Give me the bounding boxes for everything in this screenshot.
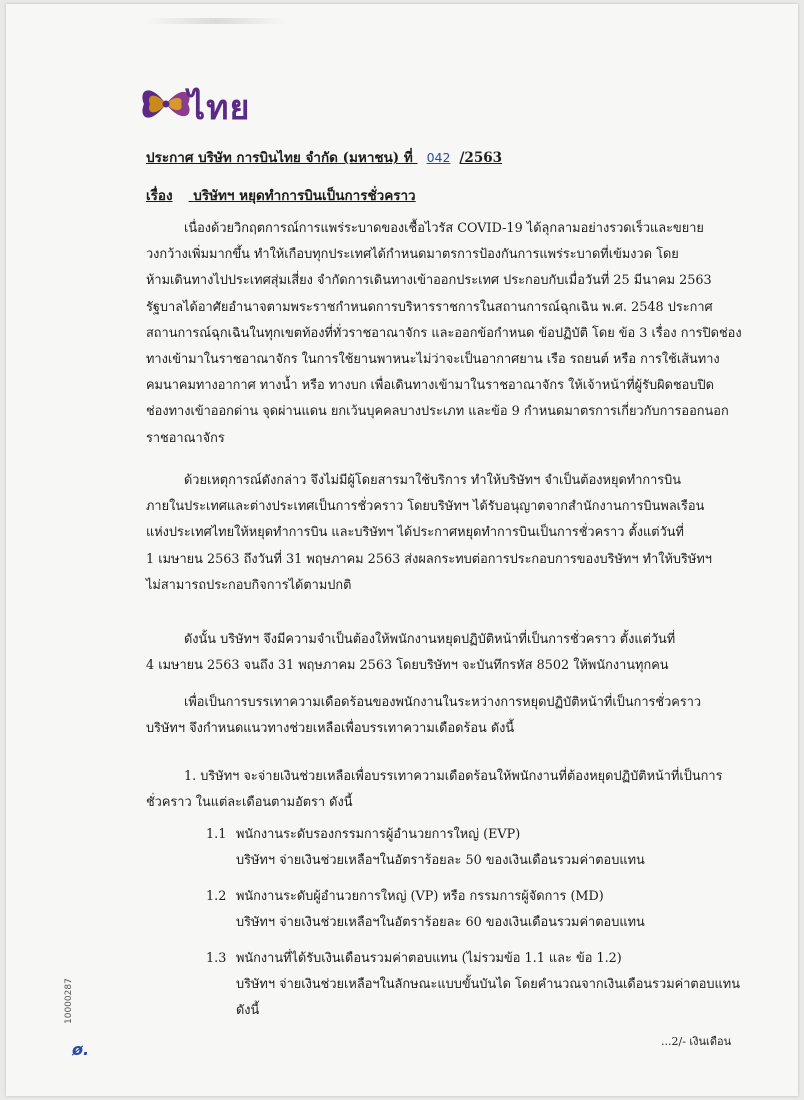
subject-label: เรื่อง (146, 188, 173, 204)
paragraph-relief-intro (146, 690, 706, 742)
paragraph-line: คมนาคมทางอากาศ ทางน้ำ หรือ ทางบก เพื่อเดินทางเข้ามาในราชอาณาจักร ให้เจ้าหน้าที่ผู้รับผิดชอบปิด (146, 378, 714, 394)
paragraph-line: ราชอาณาจักร (146, 430, 225, 446)
paragraph-item-1 (146, 764, 723, 816)
paragraph-line: สถานการณ์ฉุกเฉินในทุกเขตท้องที่ทั่วราชอาณาจักร และออกข้อกำหนด ข้อปฏิบัติ โดย ข้อ 3 เรื่อง การปิดช่อง (146, 325, 742, 341)
paragraph-line: บริษัทฯ จึงกำหนดแนวทางช่วยเหลือเพื่อบรรเทาความเดือดร้อน ดังนี้ (146, 721, 515, 737)
document-serial: 10000287 (64, 978, 74, 1024)
continued-marker: ...2/- เงินเดือน (661, 1035, 732, 1048)
subitem-1-3 (206, 946, 740, 1024)
subject-line (146, 184, 416, 206)
subitem-heading: พนักงานระดับผู้อำนวยการใหญ่ (VP) หรือ กรรมการผู้จัดการ (MD) (236, 889, 604, 904)
paragraph-line: ด้วยเหตุการณ์ดังกล่าว จึงไม่มีผู้โดยสารมาใช้บริการ ทำให้บริษัทฯ จำเป็นต้องหยุดทำการบิน (184, 473, 682, 488)
announcement-suffix: /2563 (459, 150, 503, 166)
subitem-number: 1.1 (206, 827, 227, 842)
logo-wordmark: ไทย (188, 88, 251, 128)
thai-airways-logo (136, 76, 266, 132)
paragraph-line: 1. บริษัทฯ จะจ่ายเงินช่วยเหลือเพื่อบรรเทาความเดือดร้อนให้พนักงานที่ต้องหยุดปฏิบัติหน้าที่เป็นการ (184, 769, 723, 784)
paragraph-line: 1 เมษายน 2563 ถึงวันที่ 31 พฤษภาคม 2563 ส่งผลกระทบต่อการประกอบการของบริษัทฯ ทำให้บริษัทฯ (146, 551, 712, 567)
subject-text: บริษัทฯ หยุดทำการบินเป็นการชั่วคราว (193, 188, 416, 204)
subitem-body: บริษัทฯ จ่ายเงินช่วยเหลือฯในอัตราร้อยละ 50 ของเงินเดือนรวมค่าตอบแทน (236, 853, 645, 868)
paragraph-line: วงกว้างเพิ่มมากขึ้น ทำให้เกือบทุกประเทศได้กำหนดมาตรการป้องกันการแพร่ระบาดที่เข้มงวด โดย (146, 247, 679, 263)
orchid-logo-icon (136, 76, 196, 132)
paragraph-line: ดังนั้น บริษัทฯ จึงมีความจำเป็นต้องให้พนักงานหยุดปฏิบัติหน้าที่เป็นการชั่วคราว ตั้งแต่วันที่ (184, 632, 676, 647)
subitem-1-1 (206, 822, 726, 874)
subitem-body: บริษัทฯ จ่ายเงินช่วยเหลือฯในลักษณะแบบขั้นบันได โดยคำนวณจากเงินเดือนรวมค่าตอบแทน (236, 977, 740, 992)
announcement-prefix: ประกาศ บริษัท การบินไทย จำกัด (มหาชน) ที่ (146, 150, 413, 166)
paragraph-line: ไม่สามารถประกอบกิจการได้ตามปกติ (146, 577, 352, 593)
announcement-number: 042 (426, 150, 451, 165)
paragraph-line: 4 เมษายน 2563 จนถึง 31 พฤษภาคม 2563 โดยบริษัทฯ จะบันทึกรหัส 8502 ให้พนักงานทุกคน (146, 658, 669, 674)
subitem-body: บริษัทฯ จ่ายเงินช่วยเหลือฯในอัตราร้อยละ 60 ของเงินเดือนรวมค่าตอบแทน (236, 915, 645, 930)
paragraph-covid-situation (146, 216, 742, 452)
handwritten-initial: ø. (72, 1040, 90, 1059)
paragraph-line: ทางเข้ามาในราชอาณาจักร ในการใช้ยานพาหนะไม่ว่าจะเป็นอากาศยาน เรือ รถยนต์ หรือ การใช้เส้นทาง (146, 352, 720, 368)
subitem-heading: พนักงานระดับรองกรรมการผู้อำนวยการใหญ่ (EVP) (236, 827, 521, 842)
subitem-body: ดังนี้ (236, 1003, 260, 1018)
paragraph-line: รัฐบาลได้อาศัยอำนาจตามพระราชกำหนดการบริหารราชการในสถานการณ์ฉุกเฉิน พ.ศ. 2548 ประกาศ (146, 299, 713, 315)
paragraph-flight-suspension (146, 468, 712, 599)
paragraph-line: เนื่องด้วยวิกฤตการณ์การแพร่ระบาดของเชื้อไวรัส COVID-19 ได้ลุกลามอย่างรวดเร็วและขยาย (184, 221, 704, 236)
paragraph-line: แห่งประเทศไทยให้หยุดทำการบิน และบริษัทฯ ได้ประกาศหยุดทำการบินเป็นการชั่วคราว ตั้งแต่วันที่ (146, 525, 684, 541)
scan-smudge (146, 18, 286, 24)
paragraph-staff-leave (146, 627, 706, 679)
subitem-1-2 (206, 884, 726, 936)
paragraph-line: เพื่อเป็นการบรรเทาความเดือดร้อนของพนักงานในระหว่างการหยุดปฏิบัติหน้าที่เป็นการชั่วคราว (184, 695, 702, 710)
subitem-number: 1.2 (206, 889, 227, 904)
paragraph-line: ชั่วคราว ในแต่ละเดือนตามอัตรา ดังนี้ (146, 795, 353, 811)
paragraph-line: ช่องทางเข้าออกด่าน จุดผ่านแดน ยกเว้นบุคคลบางประเภท และข้อ 9 กำหนดมาตรการเกี่ยวกับการออกนอก (146, 404, 729, 420)
document-page (6, 4, 798, 1096)
announcement-title (146, 146, 502, 168)
subitem-number: 1.3 (206, 951, 227, 966)
paragraph-line: ห้ามเดินทางไปประเทศสุ่มเสี่ยง จำกัดการเดินทางเข้าออกประเทศ ประกอบกับเมื่อวันที่ 25 มีนาคม 2563 (146, 273, 712, 289)
subitem-heading: พนักงานที่ได้รับเงินเดือนรวมค่าตอบแทน (ไม่รวมข้อ 1.1 และ ข้อ 1.2) (236, 951, 622, 966)
paragraph-line: ภายในประเทศและต่างประเทศเป็นการชั่วคราว โดยบริษัทฯ ได้รับอนุญาตจากสำนักงานการบินพลเรือน (146, 499, 705, 515)
